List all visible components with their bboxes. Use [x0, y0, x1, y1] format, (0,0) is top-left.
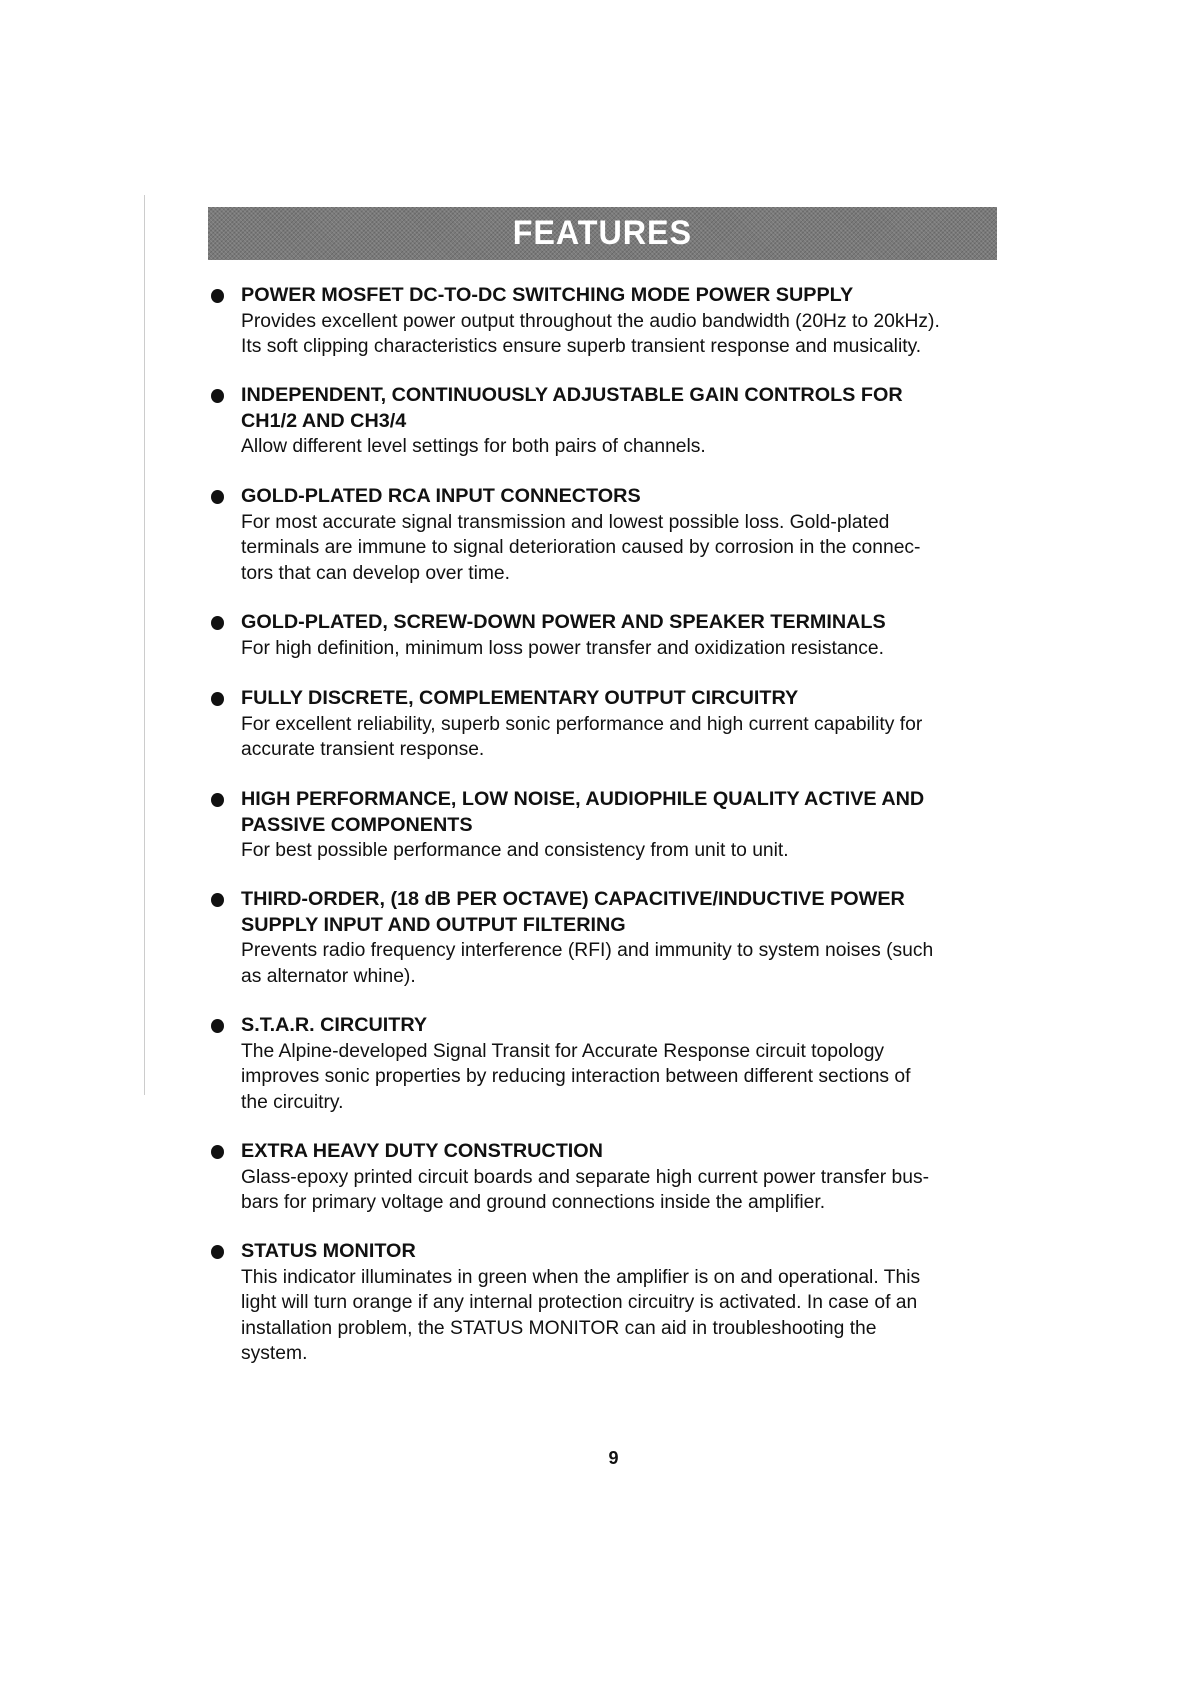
feature-description: light will turn orange if any internal protection circuitry is activated. In case of an: [241, 1292, 918, 1313]
feature-item: [211, 383, 1001, 460]
feature-description: accurate transient response.: [241, 739, 485, 760]
features-banner: [208, 207, 997, 260]
feature-description: installation problem, the STATUS MONITOR can aid in troubleshooting the: [241, 1317, 877, 1339]
bullet-icon: [211, 893, 224, 907]
feature-title: POWER MOSFET DC-TO-DC SWITCHING MODE POWER SUPPLY: [241, 284, 854, 306]
bullet-icon: [211, 490, 224, 504]
bullet-icon: [211, 616, 224, 630]
feature-item: [211, 686, 1001, 763]
feature-text: [241, 686, 1001, 763]
feature-item: [211, 484, 1001, 586]
feature-text: [241, 787, 1001, 864]
feature-description: Allow different level settings for both pairs of channels.: [241, 436, 706, 457]
feature-description: Glass-epoxy printed circuit boards and separate high current power transfer bus-: [241, 1166, 930, 1188]
feature-text: [241, 484, 1001, 586]
feature-description: bars for primary voltage and ground connections inside the amplifier.: [241, 1192, 826, 1213]
feature-description: improves sonic properties by reducing interaction between different sections of: [241, 1066, 911, 1087]
feature-title: INDEPENDENT, CONTINUOUSLY ADJUSTABLE GAIN CONTROLS FOR: [241, 384, 903, 406]
bullet-icon: [211, 389, 224, 403]
feature-description: the circuitry.: [241, 1091, 344, 1113]
feature-description: as alternator whine).: [241, 965, 416, 987]
feature-title: FULLY DISCRETE, COMPLEMENTARY OUTPUT CIRCUITRY: [241, 687, 799, 709]
feature-item: [211, 1013, 1001, 1115]
margin-line: [144, 195, 145, 1095]
feature-title: STATUS MONITOR: [241, 1240, 416, 1262]
feature-title: SUPPLY INPUT AND OUTPUT FILTERING: [241, 913, 626, 936]
feature-text: [241, 1139, 1001, 1216]
feature-description: tors that can develop over time.: [241, 562, 511, 584]
feature-title: CH1/2 AND CH3/4: [241, 409, 407, 432]
feature-text: [241, 1239, 1001, 1367]
feature-item: [211, 1139, 1001, 1216]
feature-description: Prevents radio frequency interference (RFI) and immunity to system noises (such: [241, 940, 934, 961]
feature-item: [211, 1239, 1001, 1367]
feature-description: Its soft clipping characteristics ensure superb transient response and musicality.: [241, 336, 922, 357]
bullet-icon: [211, 289, 224, 303]
feature-item: [211, 283, 1001, 360]
feature-text: [241, 887, 1001, 989]
feature-title: EXTRA HEAVY DUTY CONSTRUCTION: [241, 1140, 603, 1162]
feature-item: [211, 787, 1001, 864]
feature-title: THIRD-ORDER, (18 dB PER OCTAVE) CAPACITIVE/INDUCTIVE POWER: [241, 888, 905, 910]
feature-description: For excellent reliability, superb sonic performance and high current capability for: [241, 713, 923, 735]
feature-title: HIGH PERFORMANCE, LOW NOISE, AUDIOPHILE QUALITY ACTIVE AND: [241, 788, 925, 810]
feature-text: [241, 610, 1001, 661]
page-title: FEATURES: [512, 214, 693, 252]
bullet-icon: [211, 692, 224, 706]
bullet-icon: [211, 1019, 224, 1033]
feature-text: [241, 383, 1001, 460]
bullet-icon: [211, 1145, 224, 1159]
feature-description: Provides excellent power output throughout the audio bandwidth (20Hz to 20kHz).: [241, 310, 940, 332]
bullet-icon: [211, 1245, 224, 1259]
feature-title: GOLD-PLATED RCA INPUT CONNECTORS: [241, 485, 641, 507]
feature-description: The Alpine-developed Signal Transit for Accurate Response circuit topology: [241, 1040, 885, 1062]
feature-description: For best possible performance and consistency from unit to unit.: [241, 840, 789, 861]
feature-item: [211, 887, 1001, 989]
feature-text: [241, 1013, 1001, 1115]
feature-description: For high definition, minimum loss power transfer and oxidization resistance.: [241, 637, 885, 659]
feature-description: system.: [241, 1343, 308, 1364]
feature-description: For most accurate signal transmission and lowest possible loss. Gold-plated: [241, 511, 890, 533]
feature-text: [241, 283, 1001, 360]
feature-description: This indicator illuminates in green when the amplifier is on and operational. This: [241, 1266, 921, 1288]
feature-item: [211, 610, 1001, 661]
feature-title: S.T.A.R. CIRCUITRY: [241, 1014, 428, 1036]
feature-title: PASSIVE COMPONENTS: [241, 813, 473, 836]
bullet-icon: [211, 793, 224, 807]
page-number: 9: [608, 1448, 619, 1468]
feature-description: terminals are immune to signal deterioration caused by corrosion in the connec-: [241, 537, 921, 558]
feature-title: GOLD-PLATED, SCREW-DOWN POWER AND SPEAKER TERMINALS: [241, 611, 886, 633]
